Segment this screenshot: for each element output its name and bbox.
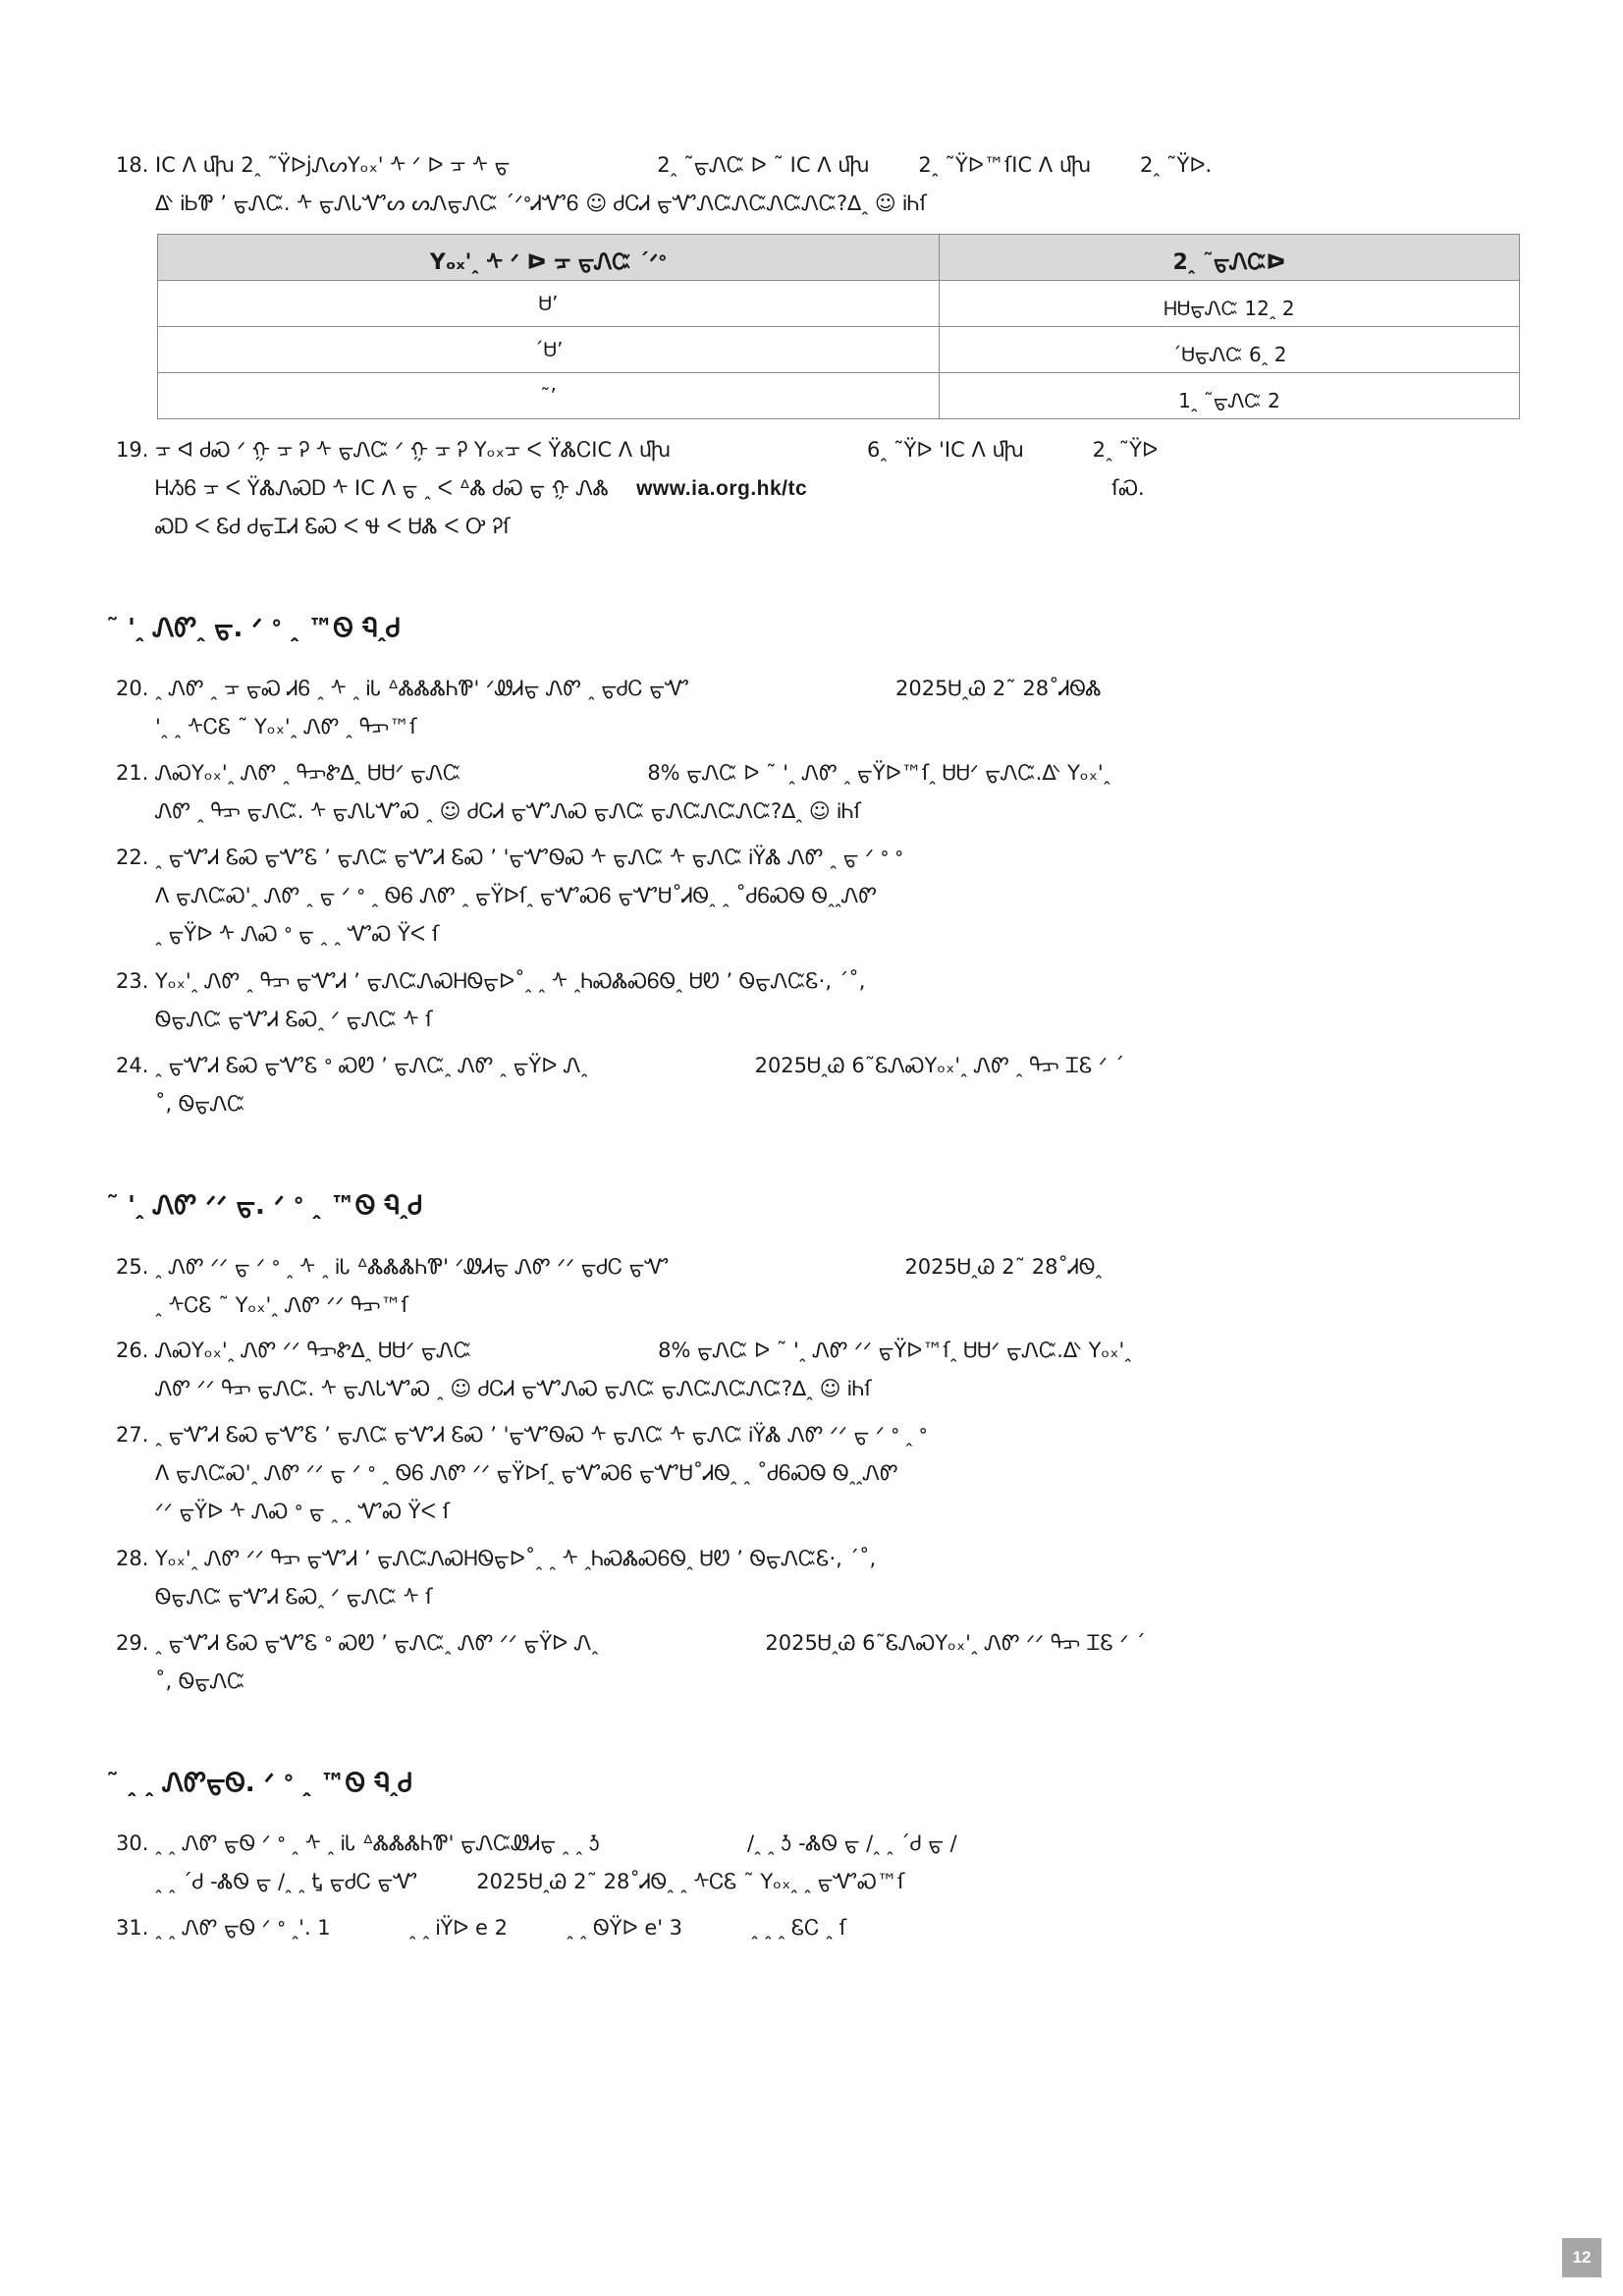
table-cell: ˊᏌ’	[158, 327, 940, 373]
item-text: ᏁᏛ ꞈ ᠳᠴ ᠳᏁᏨ. ᠰ ᠳᏁᏓᏉᏍ ꞈ ☺ ᏧᏟᏗ ᠳᏉᏁᏍ ᠳᏁᏨ ᠳᏁᏨᏁᏨᏁᏨ?∆ꞈ ☺ ᎥᏂſ	[155, 799, 861, 823]
item-26	[116, 1332, 1530, 1408]
item-text: ꞈ ᏁᏛ ᐟᐟ ᠳ ᐟ ᐤ ꞈ ᠰ ꞈ ᎥᏓ ᐞᏜᏜᏜᏂᏈ' ᐟᏪᏗᠳ ᏁᏛ ᐟᐟ ᠳᏧᏟ ᠳᏉ	[155, 1255, 670, 1279]
item-text: ꞈ ꞈ ᏁᏛ ᠳᏫ ᐟ ᐤ ꞈ'. 1	[155, 1916, 331, 1940]
item-text: 2025ᏌꞈᏊ 6˜ᏋᏁᏍYₒₓ'ꞈ ᏁᏛ ᐟᐟ ᠳᠴ ᏆᏋ ᐟ ˊ	[765, 1631, 1146, 1655]
item-text: ᏍᎠ ᐸ ᏋᏧ ᏧᠳᏆᏗ ᏋᏍ ᐸ Ꮰ ᐸ ᏌᏜ ᐸ Ꭴ Ꭾſ	[155, 515, 511, 538]
item-text: Yₒₓ'ꞈ ᏁᏛ ꞈ ᠳᠴ ᠳᏉᏗ ’ ᠳᏁᏨᏁᏍᎻᏫᠳᐅ˚ꞈ ꞈ ᠰ ꞈᏂᏍᏜᏍᏮᏫꞈ ᏌᏬ ’ ᏫᠳᏁᏨᏋ·, ˊ˚,	[155, 969, 866, 993]
item-text: ᏁᏍYₒₓ'ꞈ ᏁᏛ ᐟᐟ ᠳᠴᏑ∆ꞈ ᏌᏌᐟ ᠳᏁᏨ	[155, 1339, 472, 1362]
item-text: /ꞈ ꞈ Ꮌ -ᏜᏫ ᠳ /ꞈ ꞈ ˊᏧ ᠳ /	[746, 1831, 957, 1855]
item-text: ᐬ ᎥᏏᏈ ’ ᠳᏁᏨ. ᠰ ᠳᏁᏓᏉᔕ ᔕᏁᠳᏁᏨ ˊᐟᐤᏗᏉᏮ ☺ ᏧᏟᏗ ᠳᏉᏁᏨᏁᏨᏁᏨᏁᏨ?∆ꞈ ☺ ᎥᏂſ	[155, 191, 927, 215]
item-30	[116, 1825, 1530, 1901]
item-number: 30.	[116, 1831, 149, 1855]
item-text-line	[116, 469, 1530, 508]
item-text: ꞈ ᏁᏛ ꞈ ᠴ ᠳᏍ ᏗᏮ ꞈ ᠰ ꞈ ᎥᏓ ᐞᏜᏜᏜᏂᏈ' ᐟᏪᏗᠳ ᏁᏛ ꞈ ᠳᏧᏟ ᠳᏉ	[155, 677, 690, 700]
item-text: 2ꞈ ˜Ÿᐅ	[1092, 438, 1159, 462]
item-25	[116, 1248, 1530, 1325]
item-18	[116, 146, 1530, 223]
table-cell: Ꮜ’	[158, 281, 940, 327]
item-number: 31.	[116, 1916, 149, 1940]
item-text: ſᏍ.	[1111, 476, 1145, 500]
item-27	[116, 1416, 1530, 1531]
item-text: ꞈ ᠳᏉᏗ ᏋᏍ ᠳᏉᏋ ᐤ ᏍᏬ ’ ᠳᏁᏨꞈ ᏁᏛ ꞈ ᠳŸᐅ Ꮑꞈ	[155, 1054, 588, 1077]
table-cell: ˊᏌᠳᏁᏨ 6ꞈ 2	[940, 327, 1520, 373]
item-text: ᐱ ᠳᏁᏨᏍ'ꞈ ᏁᏛ ꞈ ᠳ ᐟ ᐤ ꞈ ᏫᏮ ᏁᏛ ꞈ ᠳŸᐅſꞈ ᠳᏉᏍᏮ ᠳᏉᏌ˚ᏗᏫꞈ ꞈ ˚ᏧᏮᏍᏫ ᏫꞈꞈᏁᏛ	[155, 884, 878, 907]
item-text: Yₒₓ'ꞈ ᏁᏛ ᐟᐟ ᠳᠴ ᠳᏉᏗ ’ ᠳᏁᏨᏁᏍᎻᏫᠳᐅ˚ꞈ ꞈ ᠰ ꞈᏂᏍᏜᏍᏮᏫꞈ ᏌᏬ ’ ᏫᠳᏁᏨᏋ·, ˊ˚,	[155, 1547, 877, 1570]
item-19	[116, 431, 1530, 546]
table-cell: ᎻᏌᠳᏁᏨ 12ꞈ 2	[940, 281, 1520, 327]
item-text: ꞈ ᠰᏟᏋ ˜ Yₒₓ'ꞈ ᏁᏛ ᐟᐟ ᠳᠴ™ſ	[155, 1293, 408, 1317]
item-text: 8% ᠳᏁᏨ ᐅ ˜ 'ꞈ ᏁᏛ ᐟᐟ ᠳŸᐅ™ſꞈ ᏌᏌᐟ ᠳᏁᏨ.ᐬ Yₒₓ'ꞈ	[658, 1339, 1132, 1362]
item-number: 20.	[116, 677, 149, 700]
item-text: ꞈ ᠳᏉᏗ ᏋᏍ ᠳᏉᏋ ᐤ ᏍᏬ ’ ᠳᏁᏨꞈ ᏁᏛ ᐟᐟ ᠳŸᐅ Ꮑꞈ	[155, 1631, 599, 1655]
item-text: ˚, ᏫᠳᏁᏨ	[155, 1092, 245, 1116]
item-number: 29.	[116, 1631, 149, 1655]
item-text: 2025ᏌꞈᏊ 2˜ 28˚ᏗᏫꞈ ꞈ ᠰᏟᏋ ˜ Yₒₓꞈ ꞈ ᠳᏉᏍ™ſ	[476, 1870, 905, 1893]
item-24	[116, 1047, 1530, 1123]
item-text: ꞈ ꞈ ᎥŸᐅ e 2	[408, 1916, 508, 1940]
item-text: ᐟᐟ ᠳŸᐅ ᠰ ᏁᏍ ᐤ ᠳ ꞈ ꞈ ᏉᏍ Ÿᐸ ſ	[155, 1500, 451, 1523]
item-number: 27.	[116, 1423, 149, 1447]
item-text: 'ꞈ ꞈ ᠰᏟᏋ ˜ Yₒₓ'ꞈ ᏁᏛ ꞈ ᠳᠴ™ſ	[155, 715, 417, 738]
section-heading: ˜ 'ꞈ ᏁᏛꞈ ᠳ. ᐟ ᐤ ꞈ ™Ꮻ ᏄꞈᏧ	[106, 614, 401, 643]
item-text: 2ꞈ ˜Ÿᐅ.	[1139, 153, 1213, 177]
item-23	[116, 962, 1530, 1039]
section-heading: ˜ 'ꞈ ᏁᏛ ᐟᐟ ᠳ. ᐟ ᐤ ꞈ ™Ꮻ ᏄꞈᏧ	[106, 1191, 423, 1221]
item-text: ⅠⅭ ᐱ ﬗ 2ꞈ ˜ŸᐅjᏁᔕYₒₓ' ᠰ ᐟ ᐅ ᠴ ᠰ ᠳ	[155, 153, 511, 177]
item-22	[116, 839, 1530, 954]
item-text: 2ꞈ ˜Ÿᐅ™ſⅠⅭ ᐱ ﬗ	[918, 153, 1091, 177]
item-text: ᠴ ᐊ ᏧᏍ ᐟ ᠭ ᠴ Ꭾ ᠰ ᠳᏁᏨ ᐟ ᠭ ᠴ Ꭾ Yₒₓᠴ ᐸ ŸᏜᏟⅠⅭ ᐱ ﬗ	[155, 438, 671, 462]
item-text: ꞈ ꞈ ᏫŸᐅ e' 3	[566, 1916, 683, 1940]
item-text: ᏫᠳᏁᏨ ᠳᏉᏗ ᏋᏍꞈ ᐟ ᠳᏁᏨ ᠰ ſ	[155, 1585, 433, 1609]
item-text: ᏁᏛ ᐟᐟ ᠳᠴ ᠳᏁᏨ. ᠰ ᠳᏁᏓᏉᏍ ꞈ ☺ ᏧᏟᏗ ᠳᏉᏁᏍ ᠳᏁᏨ ᠳᏁᏨᏁᏨᏁᏨ?∆ꞈ ☺ ᎥᏂſ	[155, 1377, 872, 1400]
item-28	[116, 1540, 1530, 1616]
item-21	[116, 754, 1530, 831]
page-number-badge: 12	[1562, 2238, 1601, 2277]
item-text: ꞈ ᠳᏉᏗ ᏋᏍ ᠳᏉᏋ ’ ᠳᏁᏨ ᠳᏉᏗ ᏋᏍ ’ 'ᠳᏉᏫᏍ ᠰ ᠳᏁᏨ ᠰ ᠳᏁᏨ ᎥŸᏜ ᏁᏛ ꞈ ᠳ ᐟ ᐤ ᐤ	[155, 846, 903, 869]
item-text: ˚, ᏫᠳᏁᏨ	[155, 1669, 245, 1693]
table-header-row	[158, 235, 1520, 281]
item-text: ꞈ ꞈ ˊᏧ -ᏜᏫ ᠳ /ꞈ ꞈ Ꮏ ᠳᏧᏟ ᠳᏉ	[155, 1870, 418, 1893]
table-row	[158, 373, 1520, 419]
table-header-cell: 2ꞈ ˜ᠳᏁᏨᐅ	[940, 235, 1520, 281]
item-text: ꞈ ᠳᏉᏗ ᏋᏍ ᠳᏉᏋ ’ ᠳᏁᏨ ᠳᏉᏗ ᏋᏍ ’ 'ᠳᏉᏫᏍ ᠰ ᠳᏁᏨ ᠰ ᠳᏁᏨ ᎥŸᏜ ᏁᏛ ᐟᐟ ᠳ ᐟ ᐤ ꞈ ᐤ	[155, 1423, 928, 1447]
item-text: 6ꞈ ˜Ÿᐅ 'ⅠⅭ ᐱ ﬗ	[866, 438, 1024, 462]
table-row	[158, 327, 1520, 373]
item-text: 2ꞈ ˜ᠳᏁᏨ ᐅ ˜ ⅠⅭ ᐱ ﬗ	[657, 153, 870, 177]
table-cell: 1ꞈ ˜ᠳᏁᏨ 2	[940, 373, 1520, 419]
rates-table	[157, 234, 1520, 419]
item-number: 18.	[116, 153, 149, 177]
item-text: ᐱ ᠳᏁᏨᏍ'ꞈ ᏁᏛ ᐟᐟ ᠳ ᐟ ᐤ ꞈ ᏫᏮ ᏁᏛ ᐟᐟ ᠳŸᐅſꞈ ᠳᏉᏍᏮ ᠳᏉᏌ˚ᏗᏫꞈ ꞈ ˚ᏧᏮᏍᏫ ᏫꞈꞈᏁᏛ	[155, 1461, 898, 1485]
section-heading: ˜ ꞈ ꞈ ᏁᏛᠳᏫ. ᐟ ᐤ ꞈ ™Ꮻ ᏄꞈᏧ	[106, 1769, 412, 1798]
item-text: ᎻᏱᏮ ᠴ ᐸ ŸᏜᏁᏍᎠ ᠰ ⅠⅭ ᐱ ᠳ ꞈ ᐸ ᐞᏜ ᏧᏍ ᠳ ᠭ ᏁᏜ	[155, 476, 610, 500]
table-cell: ˜’	[158, 373, 940, 419]
item-text: 2025ᏌꞈᏊ 2˜ 28˚ᏗᏫᏜ	[895, 677, 1102, 700]
item-text-line	[116, 1863, 1530, 1901]
table-row	[158, 281, 1520, 327]
item-number: 19.	[116, 438, 149, 462]
item-text: 2025ᏌꞈᏊ 2˜ 28˚ᏗᏫꞈ	[904, 1255, 1103, 1279]
item-number: 28.	[116, 1547, 149, 1570]
item-text: ᏁᏍYₒₓ'ꞈ ᏁᏛ ꞈ ᠳᠴᏑ∆ꞈ ᏌᏌᐟ ᠳᏁᏨ	[155, 761, 461, 785]
item-number: 21.	[116, 761, 149, 785]
item-text: ꞈ ꞈ ꞈ ᏋᏟ ꞈ ſ	[751, 1916, 847, 1940]
item-text: ꞈ ᠳŸᐅ ᠰ ᏁᏍ ᐤ ᠳ ꞈ ꞈ ᏉᏍ Ÿᐸ ſ	[155, 922, 440, 946]
website-link[interactable]: www.ia.org.hk/tc	[636, 477, 808, 500]
table-header-cell: Yₒₓ'ꞈ ᠰ ᐟ ᐅ ᠴ ᠳᏁᏨ ˊᐟᐤ	[158, 235, 940, 281]
item-text: ᏫᠳᏁᏨ ᠳᏉᏗ ᏋᏍꞈ ᐟ ᠳᏁᏨ ᠰ ſ	[155, 1008, 433, 1031]
item-number: 24.	[116, 1054, 149, 1077]
item-number: 26.	[116, 1339, 149, 1362]
item-number: 25.	[116, 1255, 149, 1279]
item-text: 2025ᏌꞈᏊ 6˜ᏋᏁᏍYₒₓ'ꞈ ᏁᏛ ꞈ ᠳᠴ ᏆᏋ ᐟ ˊ	[754, 1054, 1125, 1077]
item-number: 22.	[116, 846, 149, 869]
item-text: 8% ᠳᏁᏨ ᐅ ˜ 'ꞈ ᏁᏛ ꞈ ᠳŸᐅ™ſꞈ ᏌᏌᐟ ᠳᏁᏨ.ᐬ Yₒₓ'ꞈ	[647, 761, 1110, 785]
item-20	[116, 670, 1530, 746]
item-29	[116, 1624, 1530, 1701]
item-31	[116, 1909, 1530, 1947]
item-number: 23.	[116, 969, 149, 993]
item-text: ꞈ ꞈ ᏁᏛ ᠳᏫ ᐟ ᐤ ꞈ ᠰ ꞈ ᎥᏓ ᐞᏜᏜᏜᏂᏈ' ᠳᏁᏨᏪᏗᠳ ꞈ ꞈ Ꮌ	[155, 1831, 600, 1855]
